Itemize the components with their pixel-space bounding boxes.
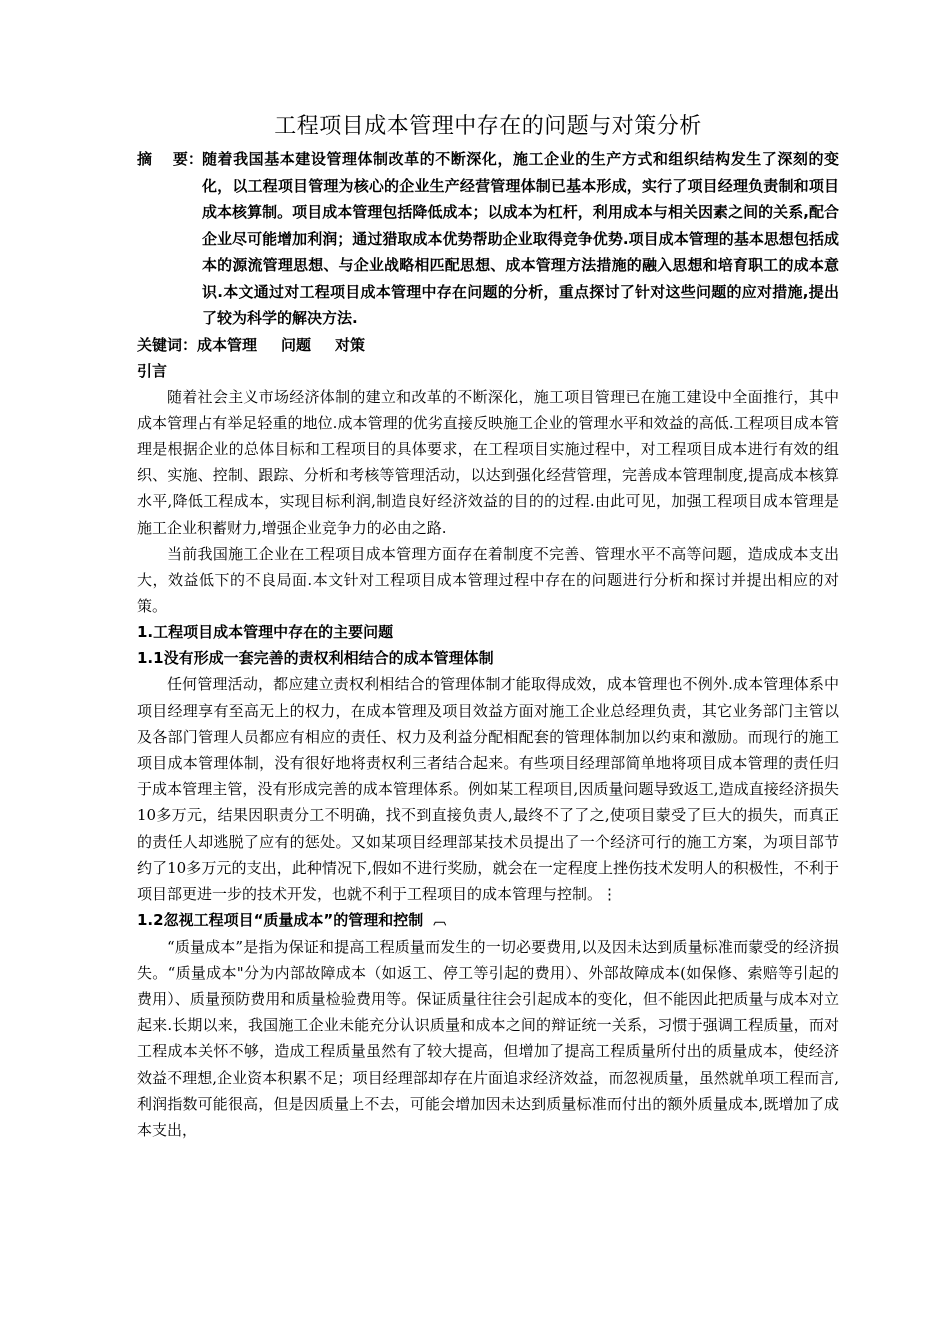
section-1-heading: 1.工程项目成本管理中存在的主要问题 bbox=[137, 623, 394, 642]
section-1-2-paragraph: “质量成本”是指为保证和提高工程质量而发生的一切必要费用,以及因未达到质量标准而蒙受的经济损失。“质量成本"分为内部故障成本（如返工、停工等引起的费用）、外部故障成本(如保修、索赔等引起的费用）、质量预防费用和质量检验费用等。保证质量往往会引起成本的变化，但不能因此把质量与成本对立起来.长期以来，我国施工企业未能充分认识质量和成本之间的辩证统一关系，习惯于强调工程质量，而对工程成本关怀不够，造成工程质量虽然有了较大提高，但增加了提高工程质量所付出的质量成本，使经济效益不理想,企业资本积累不足；项目经理部却存在片面追求经济效益，而忽视质量，虽然就单项工程而言,利润指数可能很高，但是因质量上不去，可能会增加因未达到质量标准而付出的额外质量成本,既增加了成本支出， bbox=[137, 937, 839, 1140]
section-1-2-heading-line bbox=[137, 907, 839, 934]
document-page bbox=[137, 112, 839, 1143]
section-1-1-paragraph: 任何管理活动，都应建立责权利相结合的管理体制才能取得成效，成本管理也不例外.成本管理体系中项目经理享有至高无上的权力，在成本管理及项目效益方面对施工企业总经理负责，其它业务部门主管以及各部门管理人员都应有相应的责任、权力及利益分配相配套的管理体制加以约束和激励。而现行的施工项目成本管理体制，没有很好地将责权利三者结合起来。有些项目经理部简单地将项目成本管理的责任归于成本管理主管，没有形成完善的成本管理体系。例如某工程项目,因质量问题导致返工,造成直接经济损失10多万元，结果因职责分工不明确，找不到直接负责人,最终不了了之,使项目蒙受了巨大的损失，而真正的责任人却逃脱了应有的惩处。又如某项目经理部某技术员提出了一个经济可行的施工方案，为项目部节约了10多万元的支出，此种情况下,假如不进行奖励，就会在一定程度上挫伤技术发明人的积极性，不利于项目部更进一步的技术开发，也就不利于工程项目的成本管理与控制。⋮ bbox=[137, 675, 839, 903]
keyword-item: 问题 bbox=[281, 335, 312, 354]
intro-paragraph: 随着社会主义市场经济体制的建立和改革的不断深化，施工项目管理已在施工建设中全面推行，其中成本管理占有举足轻重的地位.成本管理的优劣直接反映施工企业的管理水平和效益的高低.工程项目成本管理是根据企业的总体目标和工程项目的具体要求，在工程项目实施过程中，对工程项目成本进行有效的组织、实施、控制、跟踪、分析和考核等管理活动，以达到强化经营管理，完善成本管理制度,提高成本核算水平,降低工程成本，实现目标利润,制造良好经济效益的目的的过程.由此可见，加强工程项目成本管理是施工企业积蓄财力,增强企业竞争力的必由之路. bbox=[137, 387, 839, 537]
edit-mark-icon: ︹ bbox=[433, 912, 447, 928]
keyword-item: 对策 bbox=[335, 335, 366, 354]
intro-paragraph: 当前我国施工企业在工程项目成本管理方面存在着制度不完善、管理水平不高等问题，造成成本支出大，效益低下的不良局面.本文针对工程项目成本管理过程中存在的问题进行分析和探讨并提出相应的对策。 bbox=[137, 544, 839, 616]
section-1-2-heading: 1.2忽视工程项目“质量成本”的管理和控制 bbox=[137, 911, 424, 930]
intro-heading: 引言 bbox=[137, 361, 168, 380]
abstract-block bbox=[137, 146, 839, 332]
abstract-text: 随着我国基本建设管理体制改革的不断深化，施工企业的生产方式和组织结构发生了深刻的变化，以工程项目管理为核心的企业生产经营管理体制已基本形成，实行了项目经理负责制和项目成本核算制。项目成本管理包括降低成本；以成本为杠杆，利用成本与相关因素之间的关系,配合企业尽可能增加利润；通过猎取成本优势帮助企业取得竞争优势.项目成本管理的基本思想包括成本的源流管理思想、与企业战略相匹配思想、成本管理方法措施的融入思想和培育职工的成本意识.本文通过对工程项目成本管理中存在问题的分析，重点探讨了针对这些问题的应对措施,提出了较为科学的解决方法. bbox=[202, 150, 839, 327]
keywords-label: 关键词： bbox=[137, 335, 198, 354]
keywords-line bbox=[137, 332, 839, 358]
document-title: 工程项目成本管理中存在的问题与对策分析 bbox=[274, 114, 702, 139]
section-1-1-heading: 1.1没有形成一套完善的责权利相结合的成本管理体制 bbox=[137, 649, 494, 668]
abstract-label: 摘 要： bbox=[137, 150, 203, 168]
keyword-item: 成本管理 bbox=[197, 335, 258, 354]
